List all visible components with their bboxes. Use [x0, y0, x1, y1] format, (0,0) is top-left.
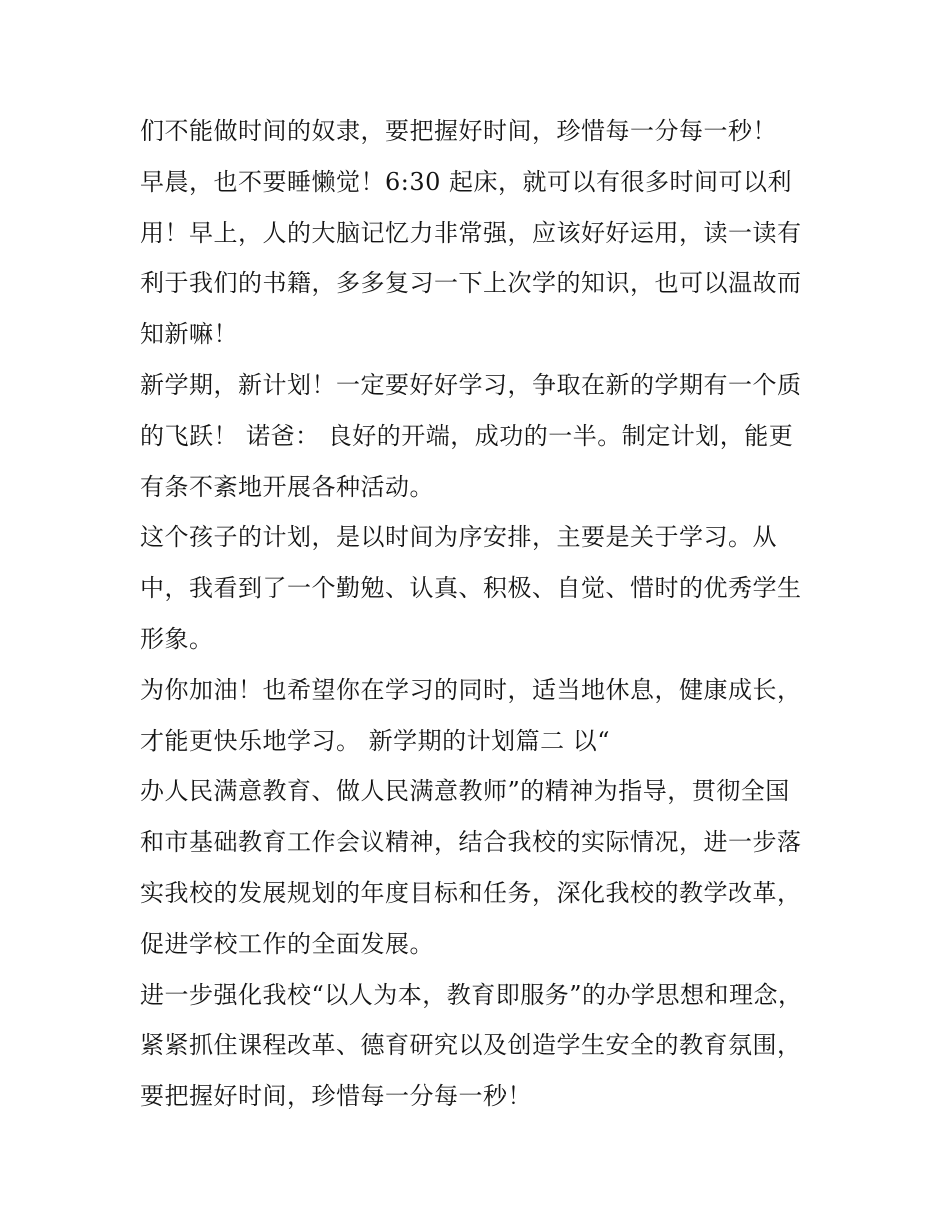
text-line: 实我校的发展规划的年度目标和任务，深化我校的教学改革， — [140, 878, 802, 907]
text-line: 知新嘛！ — [140, 320, 238, 349]
text-line: 办人民满意教育、做人民满意教师”的精神为指导，贯彻全国 — [140, 777, 790, 806]
text-line: 这个孩子的计划，是以时间为序安排，主要是关于学习。从 — [140, 523, 777, 552]
text-line: 新学期，新计划！一定要好好学习，争取在新的学期有一个质 — [140, 370, 802, 399]
document-body — [140, 106, 820, 1122]
text-line: 的飞跃！ 诺爸： 良好的开端，成功的一半。制定计划，能更 — [140, 421, 794, 450]
text-line: 和市基础教育工作会议精神，结合我校的实际情况，进一步落 — [140, 828, 802, 857]
text-line: 为你加油！也希望你在学习的同时，适当地休息，健康成长， — [140, 675, 802, 704]
text-line: 紧紧抓住课程改革、德育研究以及创造学生安全的教育氛围， — [140, 1031, 802, 1060]
text-line: 利于我们的书籍，多多复习一下上次学的知识，也可以温故而 — [140, 269, 802, 298]
text-line: 中，我看到了一个勤勉、认真、积极、自觉、惜时的优秀学生 — [140, 574, 802, 603]
text-line: 形象。 — [140, 624, 214, 653]
text-line: 才能更快乐地学习。 新学期的计划篇二 以“ — [140, 726, 611, 755]
text-line: 进一步强化我校“以人为本，教育即服务”的办学思想和理念， — [140, 980, 803, 1009]
text-line: 用！早上，人的大脑记忆力非常强，应该好好运用，读一读有 — [140, 218, 802, 247]
text-line: 早晨，也不要睡懒觉！6:30 起床，就可以有很多时间可以利 — [140, 167, 793, 196]
text-line: 们不能做时间的奴隶，要把握好时间，珍惜每一分每一秒！ — [140, 117, 777, 145]
text-line: 要把握好时间，珍惜每一分每一秒！ — [140, 1082, 532, 1111]
text-line: 促进学校工作的全面发展。 — [140, 929, 434, 958]
text-line: 有条不紊地开展各种活动。 — [140, 472, 434, 501]
